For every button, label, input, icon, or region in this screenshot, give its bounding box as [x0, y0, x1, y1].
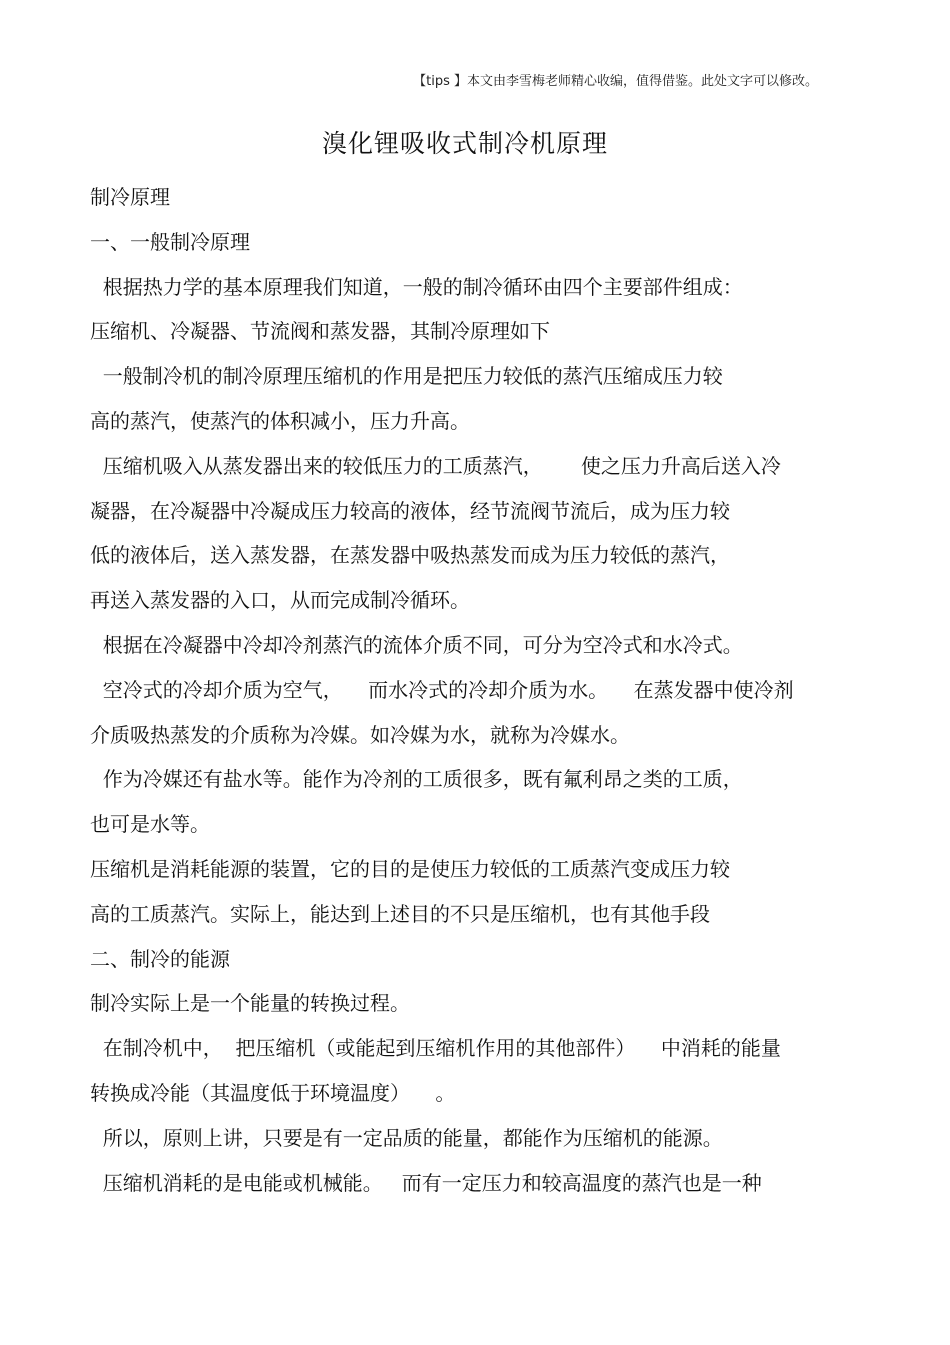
text-line: 压缩机吸入从蒸发器出来的较低压力的工质蒸汽， 使之压力升高后送入冷 — [90, 453, 781, 478]
text-line: 压缩机是消耗能源的装置，它的目的是使压力较低的工质蒸汽变成压力较 — [90, 856, 730, 881]
text-line: 凝器，在冷凝器中冷凝成压力较高的液体，经节流阀节流后，成为压力较 — [90, 498, 730, 523]
text-line: 压缩机、冷凝器、节流阀和蒸发器，其制冷原理如下 — [90, 319, 550, 344]
text-line: 再送入蒸发器的入口，从而完成制冷循环。 — [90, 588, 470, 613]
text-line: 转换成冷能（其温度低于环境温度） 。 — [90, 1080, 456, 1105]
text-line: 根据在冷凝器中冷却冷剂蒸汽的流体介质不同，可分为空冷式和水冷式。 — [90, 632, 743, 657]
text-line: 也可是水等。 — [90, 812, 210, 837]
text-line: 一、一般制冷原理 — [90, 229, 250, 254]
text-line: 作为冷媒还有盐水等。能作为冷剂的工质很多，既有氟利昂之类的工质， — [90, 767, 743, 792]
text-line: 高的工质蒸汽。实际上，能达到上述目的不只是压缩机，也有其他手段 — [90, 901, 710, 926]
text-line: 空冷式的冷却介质为空气， 而水冷式的冷却介质为水。 在蒸发器中使冷剂 — [90, 677, 794, 702]
text-line: 在制冷机中， 把压缩机（或能起到压缩机作用的其他部件） 中消耗的能量 — [90, 1036, 781, 1061]
text-line: 制冷原理 — [90, 185, 170, 209]
text-line: 低的液体后，送入蒸发器，在蒸发器中吸热蒸发而成为压力较低的蒸汽， — [90, 543, 730, 568]
text-line: 高的蒸汽，使蒸汽的体积减小，压力升高。 — [90, 408, 470, 433]
text-line: 压缩机消耗的是电能或机械能。 而有一定压力和较高温度的蒸汽也是一种 — [90, 1170, 762, 1195]
text-line: 介质吸热蒸发的介质称为冷媒。如冷媒为水，就称为冷媒水。 — [90, 722, 630, 747]
text-line: 制冷实际上是一个能量的转换过程。 — [90, 991, 410, 1016]
text-line: 所以，原则上讲，只要是有一定品质的能量，都能作为压缩机的能源。 — [90, 1125, 723, 1150]
document-body — [90, 175, 880, 1205]
document-title: 溴化锂吸收式制冷机原理 — [321, 129, 608, 158]
text-line: 二、制冷的能源 — [90, 946, 230, 971]
text-line: 一般制冷机的制冷原理压缩机的作用是把压力较低的蒸汽压缩成压力较 — [90, 364, 723, 389]
text-line: 根据热力学的基本原理我们知道，一般的制冷循环由四个主要部件组成： — [90, 274, 743, 299]
header-tips: 【tips 】本文由李雪梅老师精心收编，值得借鉴。此处文字可以修改。 — [413, 74, 818, 89]
